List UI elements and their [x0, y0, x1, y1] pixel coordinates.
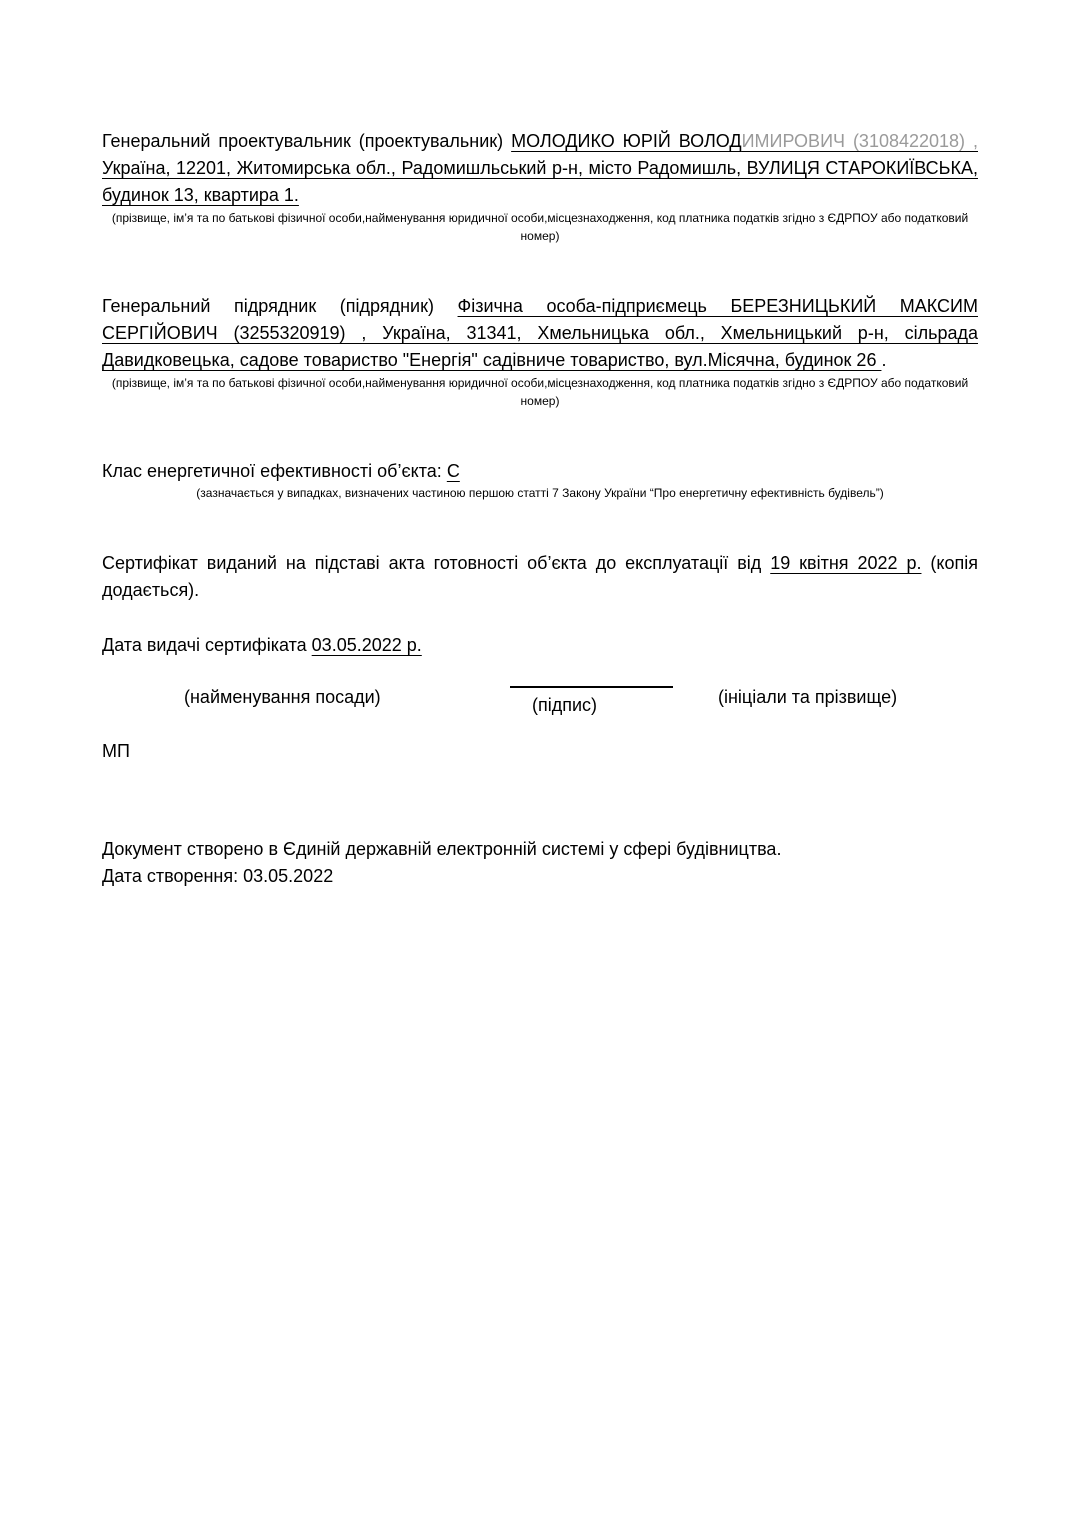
stamp-label: МП — [102, 741, 130, 761]
designer-label: Генеральний проектувальник (проектувальник) — [102, 131, 504, 151]
issue-date-line — [102, 632, 978, 659]
certificate-text-after: (копія додається). — [102, 553, 978, 600]
contractor-paragraph — [102, 293, 978, 374]
issue-date-label: Дата видачі сертифіката — [102, 635, 307, 655]
contractor-value: Фізична особа-підприємець БЕРЕЗНИЦЬКИЙ МАКСИМ СЕРГІЙОВИЧ (3255320919) , Україна, 31341, Хмельницька обл., Хмельницький р-н, сільрада Давидковецька, садове товариство "Енергія" садівниче товариство, вул.Місячна, будинок 26 — [102, 296, 978, 370]
energy-class-label: Клас енергетичної ефективності об’єкта: — [102, 461, 442, 481]
initials-label: (ініціали та прізвище) — [718, 687, 898, 707]
designer-paragraph — [102, 128, 978, 209]
designer-name: МОЛОДИКО ЮРІЙ ВОЛОД — [511, 131, 742, 151]
footer — [102, 836, 978, 890]
contractor-note: (прізвище, ім’я та по батькові фізичної особи,найменування юридичної особи,місцезнаходження, код платника податків згідно з ЄДРПОУ або податковий номер) — [111, 376, 969, 408]
energy-class-line — [102, 458, 978, 485]
footer-created-in: Документ створено в Єдиній державній електронній системі у сфері будівництва. — [102, 839, 782, 859]
position-label: (найменування посади) — [184, 687, 381, 707]
certificate-paragraph — [102, 550, 978, 604]
footer-created-date: Дата створення: 03.05.2022 — [102, 866, 334, 886]
issue-date-value: 03.05.2022 р. — [311, 635, 422, 655]
designer-note: (прізвище, ім’я та по батькові фізичної особи,найменування юридичної особи,місцезнаходження, код платника податків згідно з ЄДРПОУ або податковий номер) — [111, 211, 969, 243]
energy-class-value: С — [446, 461, 460, 481]
certificate-text-before: Сертифікат виданий на підставі акта готовності об’єкта до експлуатації від — [102, 553, 762, 573]
contractor-label: Генеральний підрядник (підрядник) — [102, 296, 434, 316]
designer-address: Україна, 12201, Житомирська обл., Радомишльський р-н, місто Радомишль, ВУЛИЦЯ СТАРОКИЇВСЬКА, будинок 13, квартира 1. — [102, 158, 978, 205]
energy-class-note: (зазначається у випадках, визначених частиною першою статті 7 Закону України “Про енергетичну ефективність будівель”) — [196, 486, 884, 500]
certificate-act-date: 19 квітня 2022 р. — [770, 553, 922, 573]
designer-name-faded: ИМИРОВИЧ (31084220 — [741, 131, 940, 151]
signature-label: (підпис) — [532, 695, 598, 715]
contractor-tail: . — [881, 350, 887, 370]
signature-line — [510, 686, 673, 688]
designer-name-rest: 18) , — [939, 131, 978, 151]
